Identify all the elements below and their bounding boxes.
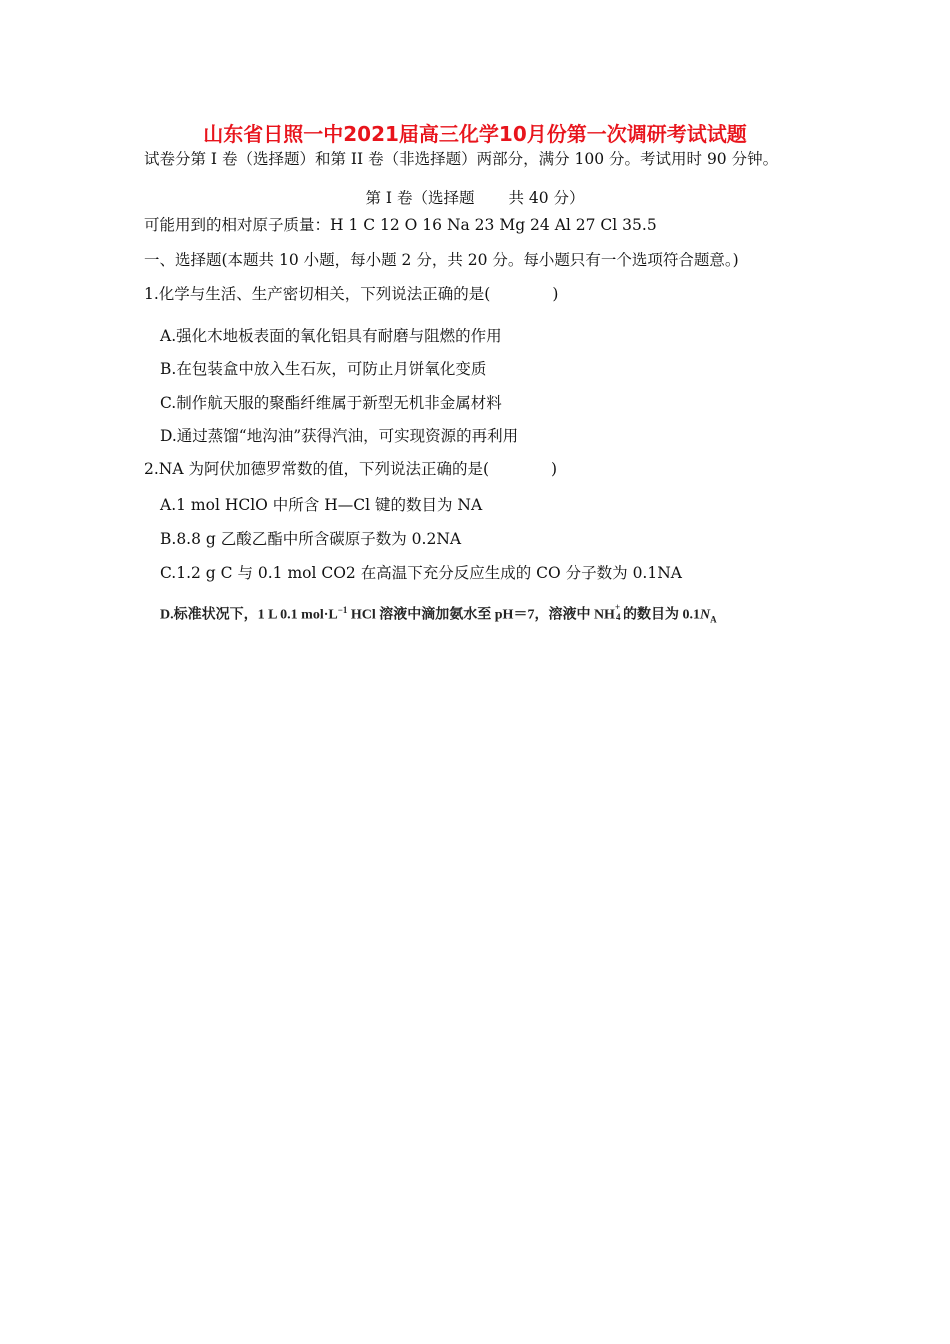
- nh4-scripts: [614, 600, 623, 622]
- option-d-part2: HCl 溶液中滴加氨水至 pH＝7，溶液中 NH: [347, 607, 615, 623]
- option-d-part3: 的数目为 0.1: [622, 607, 700, 623]
- na-symbol: N: [699, 607, 711, 623]
- section-heading: [0, 188, 950, 208]
- question-2-option-d: [160, 600, 717, 629]
- question-1-stem-end: ): [552, 285, 559, 303]
- question-2-stem-end: ): [551, 460, 558, 478]
- atomic-masses: 可能用到的相对原子质量：H 1 C 12 O 16 Na 23 Mg 24 Al 27 Cl 35.5: [144, 216, 657, 234]
- question-2-stem-text: 2.NA 为阿伏加德罗常数的值，下列说法正确的是(: [144, 460, 490, 478]
- question-1-option-b: B.在包装盒中放入生石灰，可防止月饼氧化变质: [160, 360, 487, 378]
- question-2-stem: [144, 459, 557, 479]
- question-1-stem-text: 1.化学与生活、生产密切相关，下列说法正确的是(: [144, 285, 491, 303]
- question-1-stem: [144, 284, 558, 304]
- question-1-option-c: C.制作航天服的聚酯纤维属于新型无机非金属材料: [160, 394, 502, 412]
- option-d-part1: D.标准状况下，1 L 0.1 mol·L: [160, 607, 338, 623]
- part-instructions: 一、选择题(本题共 10 小题，每小题 2 分，共 20 分。每小题只有一个选项符合题意。): [144, 251, 739, 269]
- exam-intro: 试卷分第 I 卷（选择题）和第 II 卷（非选择题）两部分，满分 100 分。考试用时 90 分钟。: [144, 150, 779, 168]
- question-1-option-d: D.通过蒸馏“地沟油”获得汽油，可实现资源的再利用: [160, 427, 519, 445]
- nh4-charge: +: [614, 602, 621, 612]
- section-heading-right: 共 40 分）: [508, 189, 585, 207]
- na-subscript: A: [710, 614, 717, 625]
- question-2-option-a: A.1 mol HClO 中所含 H—Cl 键的数目为 NA: [160, 496, 483, 514]
- nh4-subscript: 4: [615, 612, 621, 622]
- section-heading-left: 第 I 卷（选择题: [365, 189, 475, 207]
- option-d-sup1: −1: [337, 605, 348, 615]
- question-1-option-a: A.强化木地板表面的氧化铝具有耐磨与阻燃的作用: [160, 327, 502, 345]
- document-title: 山东省日照一中2021届高三化学10月份第一次调研考试试题: [203, 122, 747, 146]
- question-2-option-c: C.1.2 g C 与 0.1 mol CO2 在高温下充分反应生成的 CO 分子数为 0.1NA: [160, 564, 682, 582]
- question-2-option-b: B.8.8 g 乙酸乙酯中所含碳原子数为 0.2NA: [160, 530, 462, 548]
